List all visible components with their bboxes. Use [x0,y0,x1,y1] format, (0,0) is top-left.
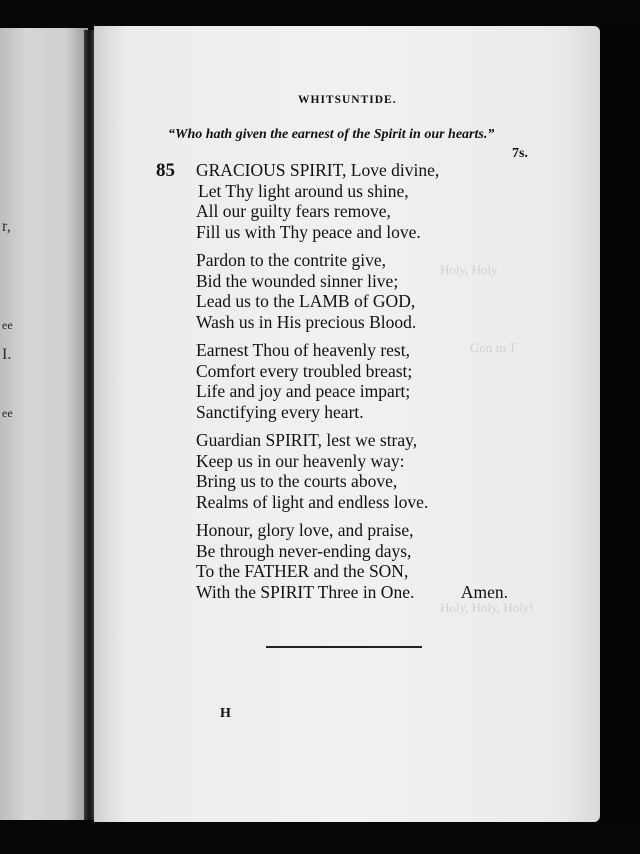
hymn-number: 85 [156,160,175,181]
left-page-fragment: ee [2,318,13,332]
meter-label: 7s. [512,146,528,161]
amen-text: Amen. [460,581,508,602]
left-page-fragment: r, [2,218,11,235]
verse-line-text: With the SPIRIT Three in One. [196,581,415,602]
bleed-through-text: Holy, Holy [440,262,498,277]
verse-line: Wash us in His precious Blood. [196,311,417,332]
verse-line: Earnest Thou of heavenly rest, [196,340,410,360]
verse-line: Lead us to the LAMB of GOD, [196,291,416,311]
running-head: WHITSUNTIDE. [298,94,397,106]
verse-line: To the FATHER and the SON, [196,561,409,581]
verse-line: Comfort every troubled breast; [196,360,413,381]
page-shadow [600,24,640,824]
left-page-fragment: I. [2,346,12,363]
epigraph: “Who hath given the earnest of the Spirit in our hearts.” [168,127,495,142]
bleed-through-text: Gon in T [470,340,517,355]
verse [196,160,526,242]
verse-line: Be through never-ending days, [196,540,412,561]
verse-line: Life and joy and peace impart; [196,381,411,401]
final-verse-line [196,582,508,603]
verse-line: Guardian SPIRIT, lest we stray, [196,430,418,450]
verse-line: Let Thy light around us shine, [198,180,409,201]
verse [196,430,526,512]
verse [196,340,526,422]
verse-line: Honour, glory love, and praise, [196,520,414,540]
bleed-through-text: Holy, Holy, Holy! [440,600,534,615]
verse-line: Keep us in our heavenly way: [196,450,405,471]
verse-line: Bring us to the courts above, [196,471,398,491]
hymn-text [196,160,526,610]
verse-line: Bid the wounded sinner live; [196,270,399,291]
left-page-edge [0,28,88,820]
verse-line: Fill us with Thy peace and love. [196,221,421,242]
left-page-fragment: ee [2,406,13,420]
verse-line: Realms of light and endless love. [196,491,429,512]
signature-mark: H [220,706,231,721]
verse-line: All our guilty fears remove, [196,201,391,221]
verse-line: Sanctifying every heart. [196,401,364,422]
end-rule [266,646,422,648]
verse-line: Pardon to the contrite give, [196,250,387,270]
verse [196,250,526,332]
verse [196,520,526,602]
verse-line: GRACIOUS SPIRIT, Love divine, [196,160,440,180]
